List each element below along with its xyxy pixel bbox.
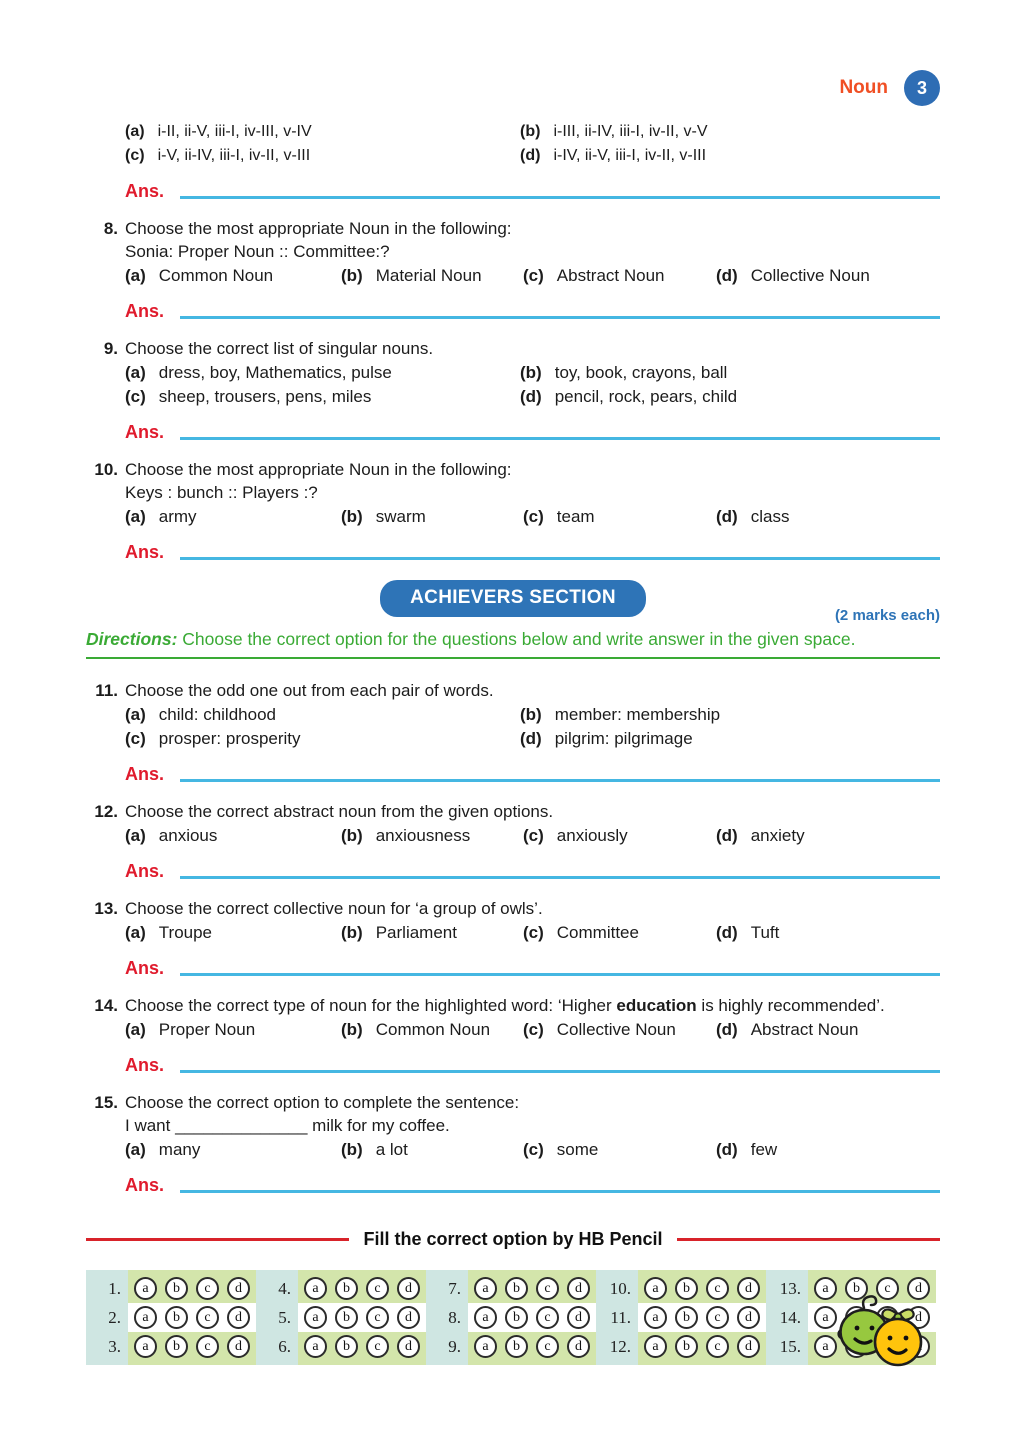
option-a: (a) army: [125, 507, 197, 526]
answer-bubble-d[interactable]: d: [397, 1306, 420, 1329]
option-b: (b) a lot: [341, 1140, 408, 1159]
carryover-options: [125, 120, 940, 168]
question-13: [86, 897, 940, 945]
option-d: (d) i-IV, ii-V, iii-I, iv-II, v-III: [520, 147, 707, 164]
answer-bubble-c[interactable]: c: [876, 1277, 899, 1300]
option-c: (c) i-V, ii-IV, iii-I, iv-II, v-III: [125, 147, 311, 164]
answer-bubble-b[interactable]: b: [165, 1277, 188, 1300]
bubble-row: [468, 1332, 596, 1361]
bubble-row: [298, 1274, 426, 1303]
answer-row: [125, 861, 940, 881]
option-a: (a) many: [125, 1140, 201, 1159]
option-d: (d) Collective Noun: [716, 266, 870, 285]
answer-bubble-a[interactable]: a: [644, 1306, 667, 1329]
option-c: (c) Abstract Noun: [523, 266, 665, 285]
question-number: 10.: [94, 460, 118, 479]
bubble-sheet-title: Fill the correct option by HB Pencil: [363, 1229, 663, 1249]
bubble-row: [638, 1274, 766, 1303]
answer-line[interactable]: [180, 182, 940, 199]
answer-bubble-c[interactable]: c: [366, 1277, 389, 1300]
option-b: (b) toy, book, crayons, ball: [520, 363, 728, 382]
bubble-question-number: 1.: [108, 1278, 121, 1298]
answer-row: [125, 1175, 940, 1195]
page-header: [86, 70, 940, 106]
bubble-number-column: [256, 1270, 298, 1365]
bubble-question-number: 3.: [108, 1336, 121, 1356]
option-c: (c) prosper: prosperity: [125, 729, 301, 748]
directions: Directions: Choose the correct option for the questions below and write answer in the given space.: [86, 628, 940, 659]
option-d: (d) class: [716, 507, 790, 526]
question-subprompt: Sonia: Proper Noun :: Committee:?: [125, 242, 390, 261]
question-14: [86, 994, 940, 1042]
question-15: [86, 1091, 940, 1162]
answer-bubble-b[interactable]: b: [505, 1306, 528, 1329]
red-rule-right: [677, 1238, 940, 1241]
highlighted-word: education: [616, 996, 697, 1015]
answer-label: Ans.: [125, 181, 165, 201]
question-10: [86, 458, 940, 529]
answer-bubble-c[interactable]: c: [706, 1277, 729, 1300]
option-c: (c) anxiously: [523, 826, 628, 845]
answer-bubble-a[interactable]: a: [304, 1277, 327, 1300]
question-9: [86, 337, 940, 409]
answer-bubble-a[interactable]: a: [814, 1335, 837, 1358]
option-a: (a) dress, boy, Mathematics, pulse: [125, 363, 392, 382]
answer-row: [125, 181, 940, 201]
bubble-row: [468, 1303, 596, 1332]
answer-bubble-d[interactable]: d: [737, 1277, 760, 1300]
question-options: [125, 1018, 940, 1042]
answer-bubble-a[interactable]: a: [814, 1277, 837, 1300]
bubble-number-column: [426, 1270, 468, 1365]
option-a: (a) Proper Noun: [125, 1020, 256, 1039]
question-prompt: Choose the correct abstract noun from the given options.: [125, 802, 554, 821]
bubble-row: [638, 1332, 766, 1361]
option-b: (b) Material Noun: [341, 266, 482, 285]
bubble-question-number: 9.: [448, 1336, 461, 1356]
answer-bubble-d[interactable]: d: [227, 1277, 250, 1300]
option-b: (b) anxiousness: [341, 826, 471, 845]
option-a: (a) Common Noun: [125, 266, 274, 285]
answer-bubble-b[interactable]: b: [335, 1335, 358, 1358]
answer-line[interactable]: [180, 423, 940, 440]
option-d: (d) Tuft: [716, 923, 780, 942]
answer-label: Ans.: [125, 1175, 165, 1195]
question-options: [125, 361, 940, 409]
answer-bubble-b[interactable]: b: [675, 1277, 698, 1300]
option-d: (d) pilgrim: pilgrimage: [520, 729, 693, 748]
answer-bubble-c[interactable]: c: [536, 1306, 559, 1329]
answer-bubble-c[interactable]: c: [196, 1306, 219, 1329]
answer-bubble-a[interactable]: a: [474, 1335, 497, 1358]
answer-bubble-a[interactable]: a: [474, 1306, 497, 1329]
answer-line[interactable]: [180, 1056, 940, 1073]
answer-bubble-b[interactable]: b: [845, 1277, 868, 1300]
answer-bubble-d[interactable]: d: [907, 1277, 930, 1300]
question-prompt: Choose the correct collective noun for ‘a group of owls’.: [125, 899, 543, 918]
answer-bubble-b[interactable]: b: [335, 1306, 358, 1329]
option-c: (c) Committee: [523, 923, 639, 942]
bubble-question-number: 13.: [779, 1278, 801, 1298]
answer-row: [125, 764, 940, 784]
option-b: (b) i-III, ii-IV, iii-I, iv-II, v-V: [520, 123, 708, 140]
option-b: (b) Common Noun: [341, 1020, 491, 1039]
answer-bubble-c[interactable]: c: [196, 1277, 219, 1300]
bubble-group: [86, 1270, 256, 1365]
answer-bubble-b[interactable]: b: [165, 1335, 188, 1358]
question-prompt: Choose the correct type of noun for the highlighted word: ‘Higher education is highly recommended’.: [125, 996, 885, 1015]
question-number: 8.: [103, 219, 118, 238]
bubble-sheet-header: [86, 1229, 940, 1250]
bubble-option-column: [298, 1270, 426, 1365]
answer-bubble-d[interactable]: d: [227, 1306, 250, 1329]
option-a: (a) Troupe: [125, 923, 213, 942]
answer-bubble-a[interactable]: a: [644, 1335, 667, 1358]
answer-line[interactable]: [180, 1176, 940, 1193]
option-b: (b) swarm: [341, 507, 426, 526]
question-options: [125, 505, 940, 529]
directions-label: Directions:: [86, 629, 178, 649]
question-number: 11.: [95, 681, 118, 700]
answer-bubble-c[interactable]: c: [366, 1306, 389, 1329]
answer-row: [125, 1055, 940, 1075]
bubble-row: [128, 1332, 256, 1361]
answer-line[interactable]: [180, 765, 940, 782]
question-subprompt: Keys : bunch :: Players :?: [125, 483, 318, 502]
question-prompt: Choose the most appropriate Noun in the following:: [125, 219, 512, 238]
red-rule-left: [86, 1238, 349, 1241]
question-number: 14.: [94, 996, 118, 1015]
answer-bubble-a[interactable]: a: [644, 1277, 667, 1300]
question-prompt: Choose the most appropriate Noun in the following:: [125, 460, 512, 479]
answer-row: [125, 301, 940, 321]
bubble-row: [638, 1303, 766, 1332]
bubble-question-number: 2.: [108, 1307, 121, 1327]
question-number: 12.: [94, 802, 118, 821]
answer-row: [125, 542, 940, 562]
answer-row: [125, 422, 940, 442]
bubble-option-column: [468, 1270, 596, 1365]
bubble-question-number: 11.: [610, 1307, 631, 1327]
option-d: (d) few: [716, 1140, 778, 1159]
option-a: (a) child: childhood: [125, 705, 276, 724]
answer-bubble-b[interactable]: b: [675, 1306, 698, 1329]
question-11: [86, 679, 940, 751]
bubble-row: [468, 1274, 596, 1303]
question-prompt: Choose the odd one out from each pair of words.: [125, 681, 494, 700]
bubble-question-number: 14.: [779, 1307, 801, 1327]
answer-bubble-a[interactable]: a: [304, 1335, 327, 1358]
option-d: (d) Abstract Noun: [716, 1020, 859, 1039]
answer-bubble-c[interactable]: c: [196, 1335, 219, 1358]
answer-label: Ans.: [125, 542, 165, 562]
bubble-group: [426, 1270, 596, 1365]
question-prompt: Choose the correct list of singular nouns.: [125, 339, 434, 358]
answer-label: Ans.: [125, 301, 165, 321]
option-c: (c) Collective Noun: [523, 1020, 676, 1039]
bubble-question-number: 10.: [609, 1278, 631, 1298]
answer-bubble-d[interactable]: d: [737, 1335, 760, 1358]
achievers-banner: ACHIEVERS SECTION: [380, 580, 646, 617]
bubble-question-number: 12.: [609, 1336, 631, 1356]
mascot-babies-illustration: [834, 1292, 938, 1368]
option-c: (c) some: [523, 1140, 599, 1159]
answer-bubble-c[interactable]: c: [706, 1306, 729, 1329]
option-a: (a) i-II, ii-V, iii-I, iv-III, v-IV: [125, 123, 312, 140]
answer-line[interactable]: [180, 543, 940, 560]
question-subprompt: I want ______________ milk for my coffee.: [125, 1116, 450, 1135]
question-options: [125, 824, 940, 848]
answer-label: Ans.: [125, 764, 165, 784]
answer-row: [125, 958, 940, 978]
option-c: (c) sheep, trousers, pens, miles: [125, 387, 372, 406]
bubble-question-number: 4.: [278, 1278, 291, 1298]
answer-bubble-b[interactable]: b: [165, 1306, 188, 1329]
marks-note: (2 marks each): [834, 607, 940, 624]
answer-bubble-d[interactable]: d: [567, 1335, 590, 1358]
bubble-number-column: [86, 1270, 128, 1365]
answer-label: Ans.: [125, 1055, 165, 1075]
option-b: (b) Parliament: [341, 923, 457, 942]
question-options: [125, 1138, 940, 1162]
answer-bubble-d[interactable]: d: [907, 1306, 930, 1329]
answer-bubble-c[interactable]: c: [366, 1335, 389, 1358]
answer-bubble-a[interactable]: a: [134, 1306, 157, 1329]
answer-line[interactable]: [180, 862, 940, 879]
question-number: 13.: [94, 899, 118, 918]
answer-bubble-d[interactable]: d: [567, 1306, 590, 1329]
bubble-question-number: 8.: [448, 1307, 461, 1327]
bubble-group: [596, 1270, 766, 1365]
bubble-row: [128, 1274, 256, 1303]
option-c: (c) team: [523, 507, 595, 526]
answer-bubble-b[interactable]: b: [675, 1335, 698, 1358]
bubble-row: [298, 1332, 426, 1361]
answer-bubble-c[interactable]: c: [536, 1277, 559, 1300]
answer-bubble-a[interactable]: a: [814, 1306, 837, 1329]
answer-label: Ans.: [125, 422, 165, 442]
bubble-question-number: 7.: [448, 1278, 461, 1298]
answer-bubble-b[interactable]: b: [335, 1277, 358, 1300]
achievers-section-header: [86, 580, 940, 624]
bubble-question-number: 15.: [779, 1336, 801, 1356]
answer-bubble-d[interactable]: d: [227, 1335, 250, 1358]
answer-bubble-d[interactable]: d: [567, 1277, 590, 1300]
question-number: 15.: [94, 1093, 118, 1112]
option-d: (d) pencil, rock, pears, child: [520, 387, 738, 406]
answer-bubble-d[interactable]: d: [737, 1306, 760, 1329]
question-prompt: Choose the correct option to complete the sentence:: [125, 1093, 520, 1112]
question-options: [125, 264, 940, 288]
answer-bubble-d[interactable]: d: [397, 1335, 420, 1358]
question-options: [125, 921, 940, 945]
answer-bubble-a[interactable]: a: [474, 1277, 497, 1300]
bubble-question-number: 5.: [278, 1307, 291, 1327]
question-number: 9.: [103, 339, 118, 358]
bubble-row: [128, 1303, 256, 1332]
bubble-number-column: [766, 1270, 808, 1365]
bubble-number-column: [596, 1270, 638, 1365]
answer-label: Ans.: [125, 958, 165, 978]
option-b: (b) member: membership: [520, 705, 721, 724]
question-options: [125, 703, 940, 751]
answer-bubble-b[interactable]: b: [505, 1277, 528, 1300]
option-a: (a) anxious: [125, 826, 218, 845]
bubble-option-column: [128, 1270, 256, 1365]
question-8: [86, 217, 940, 288]
bubble-row: [298, 1303, 426, 1332]
bubble-option-column: [638, 1270, 766, 1365]
question-12: [86, 800, 940, 848]
answer-label: Ans.: [125, 861, 165, 881]
answer-bubble-c[interactable]: c: [536, 1335, 559, 1358]
bubble-group: [256, 1270, 426, 1365]
chapter-title: Noun: [839, 77, 888, 98]
bubble-grid: [86, 1270, 936, 1365]
answer-line[interactable]: [180, 959, 940, 976]
page-number-badge: 3: [904, 70, 940, 106]
answer-bubble-b[interactable]: b: [505, 1335, 528, 1358]
answer-bubble-c[interactable]: c: [706, 1335, 729, 1358]
answer-bubble-d[interactable]: d: [397, 1277, 420, 1300]
bubble-question-number: 6.: [278, 1336, 291, 1356]
answer-bubble-a[interactable]: a: [134, 1277, 157, 1300]
answer-bubble-a[interactable]: a: [304, 1306, 327, 1329]
option-d: (d) anxiety: [716, 826, 805, 845]
answer-line[interactable]: [180, 302, 940, 319]
answer-bubble-a[interactable]: a: [134, 1335, 157, 1358]
